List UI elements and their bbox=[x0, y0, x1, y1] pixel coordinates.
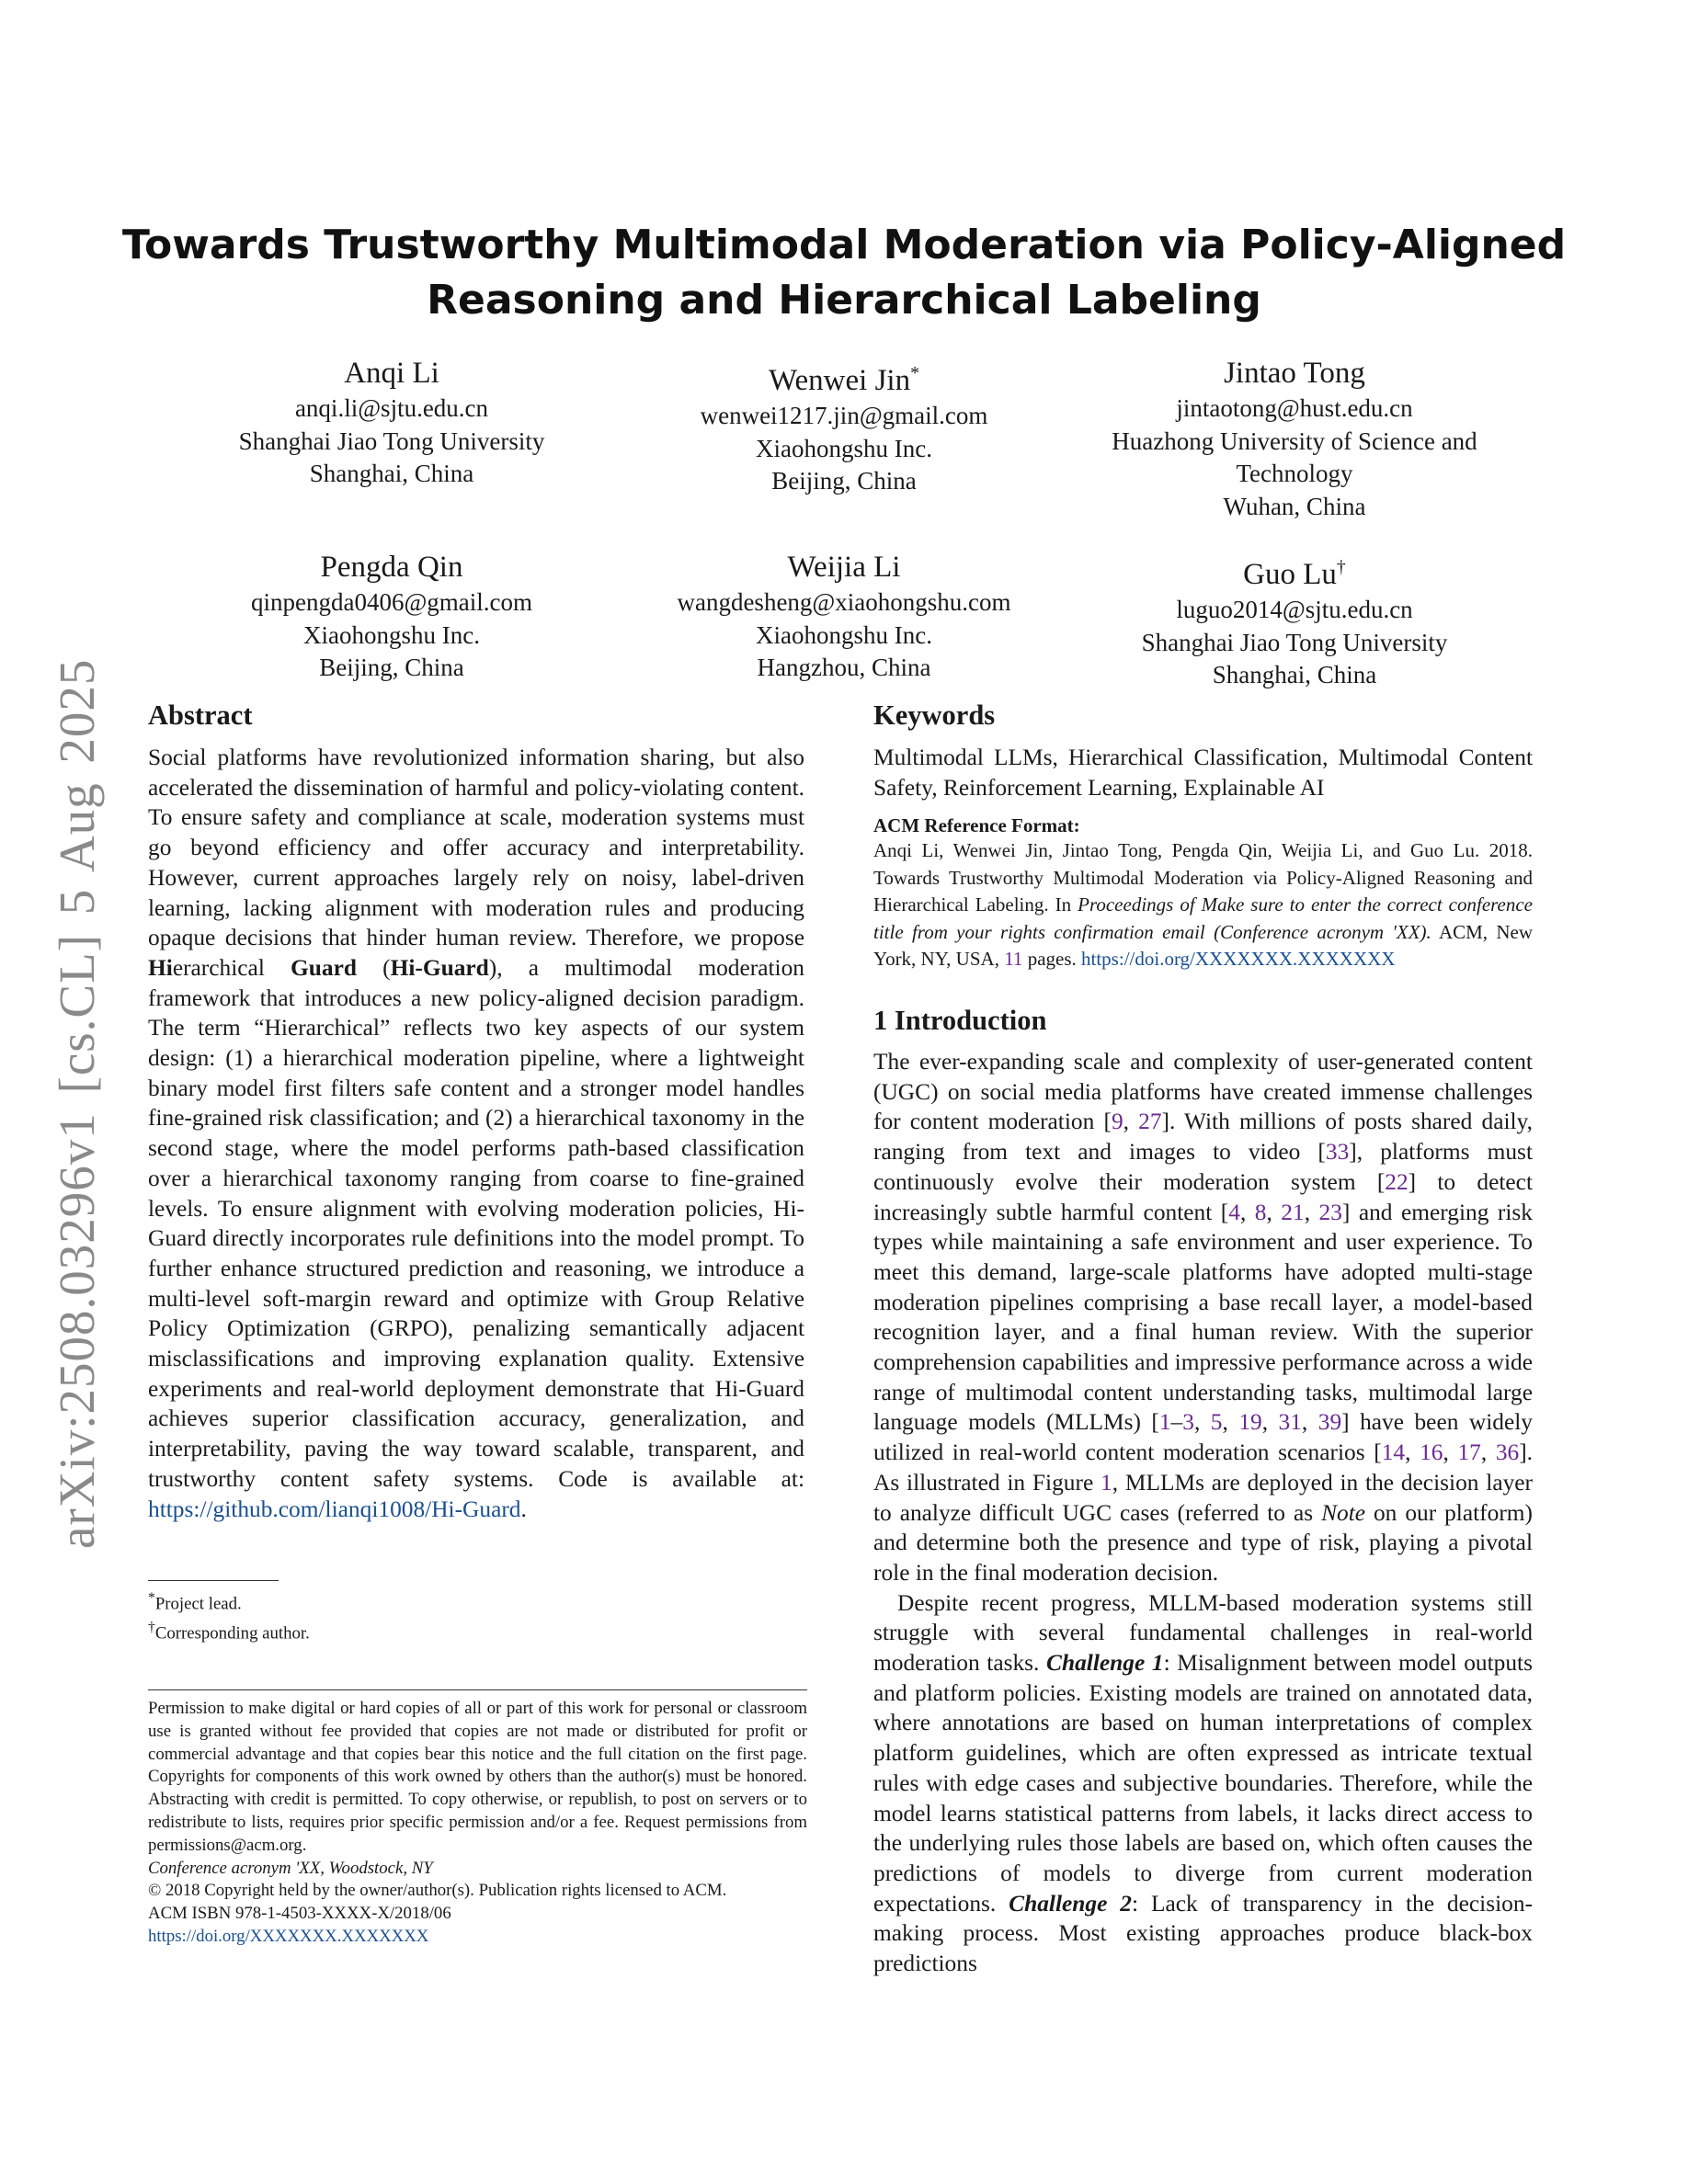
author-email: qinpengda0406@gmail.com bbox=[250, 588, 533, 616]
citation-link[interactable]: 19 bbox=[1238, 1409, 1262, 1436]
permission-block bbox=[148, 1698, 807, 1949]
citation-link[interactable]: 27 bbox=[1138, 1109, 1162, 1135]
author-affiliation-line: Wuhan, China bbox=[1223, 492, 1366, 520]
keywords-body bbox=[873, 743, 1533, 802]
acm-doi-link[interactable]: https://doi.org/XXXXXXX.XXXXXXX bbox=[1081, 948, 1396, 971]
footnote-rule bbox=[148, 1580, 279, 1581]
author-affiliation-line: Xiaohongshu Inc. bbox=[756, 434, 932, 462]
paper-title bbox=[92, 218, 1596, 328]
author-affiliation-line: Beijing, China bbox=[771, 467, 917, 495]
citation-link[interactable]: 4 bbox=[1228, 1199, 1240, 1225]
author-email: wangdesheng@xiaohongshu.com bbox=[677, 588, 1011, 616]
author-name: Jintao Tong bbox=[1224, 357, 1365, 390]
author-4 bbox=[134, 548, 649, 685]
keywords-text: Multimodal LLMs, Hierarchical Classification, Multimodal Content Safety, Reinforcement Learning, Explainable AI bbox=[873, 745, 1533, 801]
author-email: wenwei1217.jin@gmail.com bbox=[700, 402, 988, 429]
author-affiliation-line: Xiaohongshu Inc. bbox=[756, 620, 932, 649]
isbn-line: ACM ISBN 978-1-4503-XXXX-X/2018/06 bbox=[148, 1904, 451, 1924]
citation-link[interactable]: 21 bbox=[1281, 1199, 1305, 1225]
author-3 bbox=[1037, 354, 1552, 523]
citation-link[interactable]: 9 bbox=[1111, 1109, 1123, 1135]
acm-reference-heading: ACM Reference Format: bbox=[873, 814, 1080, 836]
citation-link[interactable]: 39 bbox=[1317, 1409, 1342, 1436]
permission-rule bbox=[148, 1689, 807, 1690]
author-email: jintaotong@hust.edu.cn bbox=[1176, 394, 1413, 422]
abstract-body bbox=[148, 743, 804, 1524]
copyright-line: © 2018 Copyright held by the owner/author(s). Publication rights licensed to ACM. bbox=[148, 1881, 727, 1901]
author-name: Guo Lu† bbox=[1243, 557, 1346, 591]
paper-title-line-2: Reasoning and Hierarchical Labeling bbox=[427, 277, 1261, 324]
author-affiliation-line: Shanghai, China bbox=[1212, 661, 1377, 688]
citation-link[interactable]: 3 bbox=[1182, 1409, 1194, 1436]
citation-link[interactable]: 23 bbox=[1318, 1199, 1342, 1225]
acm-reference-text: Anqi Li, Wenwei Jin, Jintao Tong, Pengda Qin, Weijia Li, and Guo Lu. 2018. Towards Trustworthy Multimodal Moderation via Policy-Aligned Reasoning and Hierarchical Labeling. In Proceedings of Make sure to enter the correct conference title from your rights confirmation email (Conference acronym 'XX). ACM, New York, NY, USA, 11 pages. https://doi.org/XXXXXXX.XXXXXXX bbox=[873, 839, 1534, 971]
author-email: luguo2014@sjtu.edu.cn bbox=[1176, 596, 1413, 623]
code-link[interactable]: https://github.com/lianqi1008/Hi-Guard bbox=[148, 1496, 521, 1522]
citation-link[interactable]: 5 bbox=[1210, 1409, 1223, 1436]
citation-link[interactable]: 8 bbox=[1254, 1199, 1267, 1225]
author-affiliation-line: Shanghai Jiao Tong University bbox=[1141, 628, 1448, 656]
permission-doi-link[interactable]: https://doi.org/XXXXXXX.XXXXXXX bbox=[148, 1926, 429, 1946]
citation-link[interactable]: 22 bbox=[1385, 1168, 1409, 1195]
author-email: anqi.li@sjtu.edu.cn bbox=[294, 394, 489, 422]
arxiv-side-identifier: arXiv:2508.03296v1 [cs.CL] 5 Aug 2025 bbox=[49, 658, 105, 1549]
acm-reference bbox=[873, 814, 1533, 973]
author-name: Weijia Li bbox=[787, 551, 901, 584]
author-affiliation-line: Technology bbox=[1236, 460, 1353, 487]
author-5 bbox=[587, 548, 1101, 685]
author-name: Wenwei Jin* bbox=[769, 363, 919, 397]
citation-link[interactable]: 16 bbox=[1420, 1439, 1443, 1466]
introduction-heading: 1 Introduction bbox=[873, 1005, 1047, 1036]
introduction-body bbox=[873, 1047, 1533, 1979]
author-name: Pengda Qin bbox=[320, 551, 463, 584]
keywords-heading: Keywords bbox=[873, 700, 996, 731]
author-name: Anqi Li bbox=[344, 357, 439, 390]
citation-link[interactable]: 1 bbox=[1158, 1409, 1171, 1436]
paper-title-line-1: Towards Trustworthy Multimodal Moderation via Policy-Aligned bbox=[121, 222, 1567, 268]
author-affiliation-line: Hangzhou, China bbox=[757, 654, 931, 681]
introduction-paragraph-1: The ever-expanding scale and complexity of user-generated content (UGC) on social media platforms have created immense challenges for content moderation [9, 27]. With millions of posts shared daily, ranging from text and images to video [33], platforms must continuously evolve their moderation system [22] to detect increasingly subtle harmful content [4, 8, 21, 23] and emerging risk types while maintaining a safe environment and user experience. To meet this demand, large-scale platforms have adopted multi-stage moderation pipelines comprising a base recall layer, a model-based recognition layer, and a final human review. With the superior comprehension capabilities and impressive performance across a wide range of multimodal content understanding tasks, multimodal large language models (MLLMs) [1–3, 5, 19, 31, 39] have been widely utilized in real-world content moderation scenarios [14, 16, 17, 36]. As illustrated in Figure 1, MLLMs are deployed in the decision layer to analyze difficult UGC cases (referred to as Note on our platform) and determine both the presence and type of risk, playing a pivotal role in the final moderation decision. bbox=[873, 1049, 1534, 1586]
author-affiliation-line: Huazhong University of Science and bbox=[1112, 427, 1477, 455]
author-affiliation-line: Xiaohongshu Inc. bbox=[303, 620, 480, 649]
conference-line: Conference acronym 'XX, Woodstock, NY bbox=[148, 1858, 433, 1878]
footnote-corresponding: †Corresponding author. bbox=[148, 1620, 310, 1644]
permission-text: Permission to make digital or hard copies of all or part of this work for personal or classroom use is granted without fee provided that copies are not made or distributed for profit or commercial advantage and that copies bear this notice and the full citation on the first page. Copyrights for components of this work owned by others than the author(s) must be honored. Abstracting with credit is permitted. To copy otherwise, or republish, to post on servers or to redistribute to lists, requires prior specific permission and/or a fee. Request permissions from permissions@acm.org. bbox=[148, 1699, 807, 1855]
footnotes bbox=[148, 1587, 792, 1646]
citation-link[interactable]: 33 bbox=[1325, 1139, 1350, 1166]
abstract-heading: Abstract bbox=[148, 700, 253, 731]
author-affiliation-line: Beijing, China bbox=[319, 654, 464, 681]
author-2 bbox=[587, 354, 1101, 498]
citation-link[interactable]: 36 bbox=[1495, 1439, 1520, 1466]
footnote-project-lead: *Project lead. bbox=[148, 1590, 242, 1614]
citation-link[interactable]: 14 bbox=[1381, 1439, 1406, 1466]
introduction-paragraph-2: Despite recent progress, MLLM-based moderation systems still struggle with several fundamental challenges in real-world moderation tasks. Challenge 1: Misalignment between model outputs and platform policies. Existing models are trained on annotated data, where annotations are based on human interpretations of complex platform guidelines, which are often expressed as intricate textual rules with edge cases and subjective boundaries. Therefore, while the model learns statistical patterns from labels, it lacks direct access to the underlying rules those labels are based on, which often causes the predictions of models to diverge from current moderation expectations. Challenge 2: Lack of transparency in the decision-making process. Most existing approaches produce black-box predictions bbox=[873, 1589, 1533, 1977]
author-1 bbox=[134, 354, 649, 491]
citation-link[interactable]: 17 bbox=[1457, 1439, 1481, 1466]
author-affiliation-line: Shanghai Jiao Tong University bbox=[238, 427, 545, 455]
abstract-text: Social platforms have revolutionized information sharing, but also accelerated the dissemination of harmful and policy-violating content. To ensure safety and compliance at scale, moderation systems must go beyond efficiency and offer accuracy and interpretability. However, current approaches largely rely on noisy, label-driven learning, lacking alignment with moderation rules and producing opaque decisions that hinder human review. Therefore, we propose Hierarchical Guard (Hi-Guard), a multimodal moderation framework that introduces a new policy-aligned decision paradigm. The term “Hierarchical” reflects two key aspects of our system design: (1) a hierarchical moderation pipeline, where a lightweight binary model first filters safe content and a stronger model handles fine-grained risk classification; and (2) a hierarchical taxonomy in the second stage, where the model performs path-based classification over a hierarchical taxonomy ranging from coarse to fine-grained levels. To ensure alignment with evolving moderation policies, Hi-Guard directly incorporates rule definitions into the model prompt. To further enhance structured prediction and reasoning, we introduce a multi-level soft-margin reward and optimize with Group Relative Policy Optimization (GRPO), penalizing semantically adjacent misclassifications and improving explanation quality. Extensive experiments and real-world deployment demonstrate that Hi-Guard achieves superior classification accuracy, generalization, and interpretability, paving the way toward scalable, transparent, and trustworthy content safety systems. Code is available at: https://github.com/lianqi1008/Hi-Guard. bbox=[148, 745, 804, 1522]
author-6 bbox=[1037, 548, 1552, 692]
author-affiliation-line: Shanghai, China bbox=[309, 460, 474, 487]
citation-link[interactable]: 1 bbox=[1101, 1469, 1112, 1496]
citation-link[interactable]: 31 bbox=[1278, 1409, 1302, 1436]
